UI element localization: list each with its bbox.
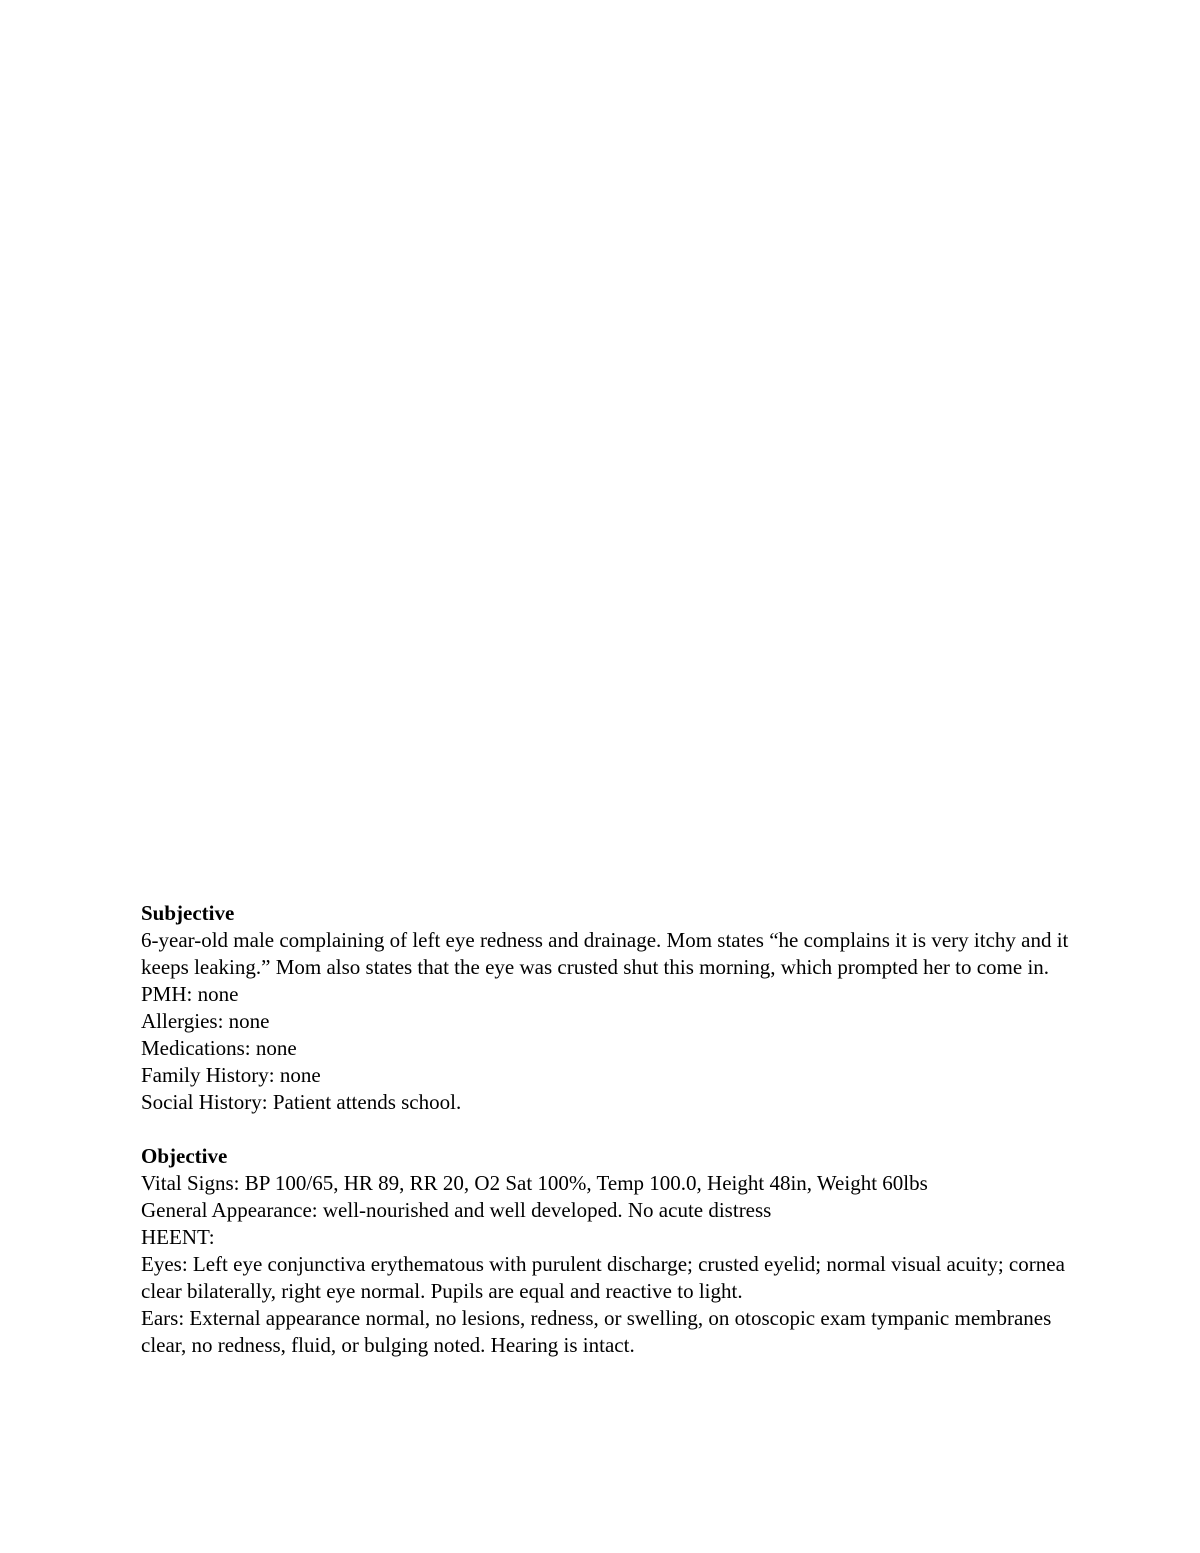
social-history-line: Social History: Patient attends school. — [141, 1090, 462, 1114]
subjective-paragraph: 6-year-old male complaining of left eye redness and drainage. Mom states “he complains it is very itchy and it keeps leaking.” Mom also states that the eye was crusted shut this morning, which prompted her to come in. — [141, 928, 1069, 979]
subjective-heading: Subjective — [141, 901, 235, 925]
objective-heading: Objective — [141, 1144, 228, 1168]
heent-label: HEENT: — [141, 1225, 215, 1249]
allergies-line: Allergies: none — [141, 1009, 270, 1033]
ears-findings: Ears: External appearance normal, no lesions, redness, or swelling, on otoscopic exam tympanic membranes clear, no redness, fluid, or bulging noted. Hearing is intact. — [141, 1306, 1052, 1357]
medications-line: Medications: none — [141, 1036, 297, 1060]
soap-note — [141, 900, 1071, 1359]
eyes-findings: Eyes: Left eye conjunctiva erythematous with purulent discharge; crusted eyelid; normal visual acuity; cornea clear bilaterally, right eye normal. Pupils are equal and reactive to light. — [141, 1252, 1065, 1303]
general-appearance-line: General Appearance: well-nourished and well developed. No acute distress — [141, 1198, 772, 1222]
vital-signs-line: Vital Signs: BP 100/65, HR 89, RR 20, O2 Sat 100%, Temp 100.0, Height 48in, Weight 60lbs — [141, 1171, 928, 1195]
family-history-line: Family History: none — [141, 1063, 321, 1087]
section-spacer — [141, 1116, 1071, 1143]
pmh-line: PMH: none — [141, 982, 239, 1006]
